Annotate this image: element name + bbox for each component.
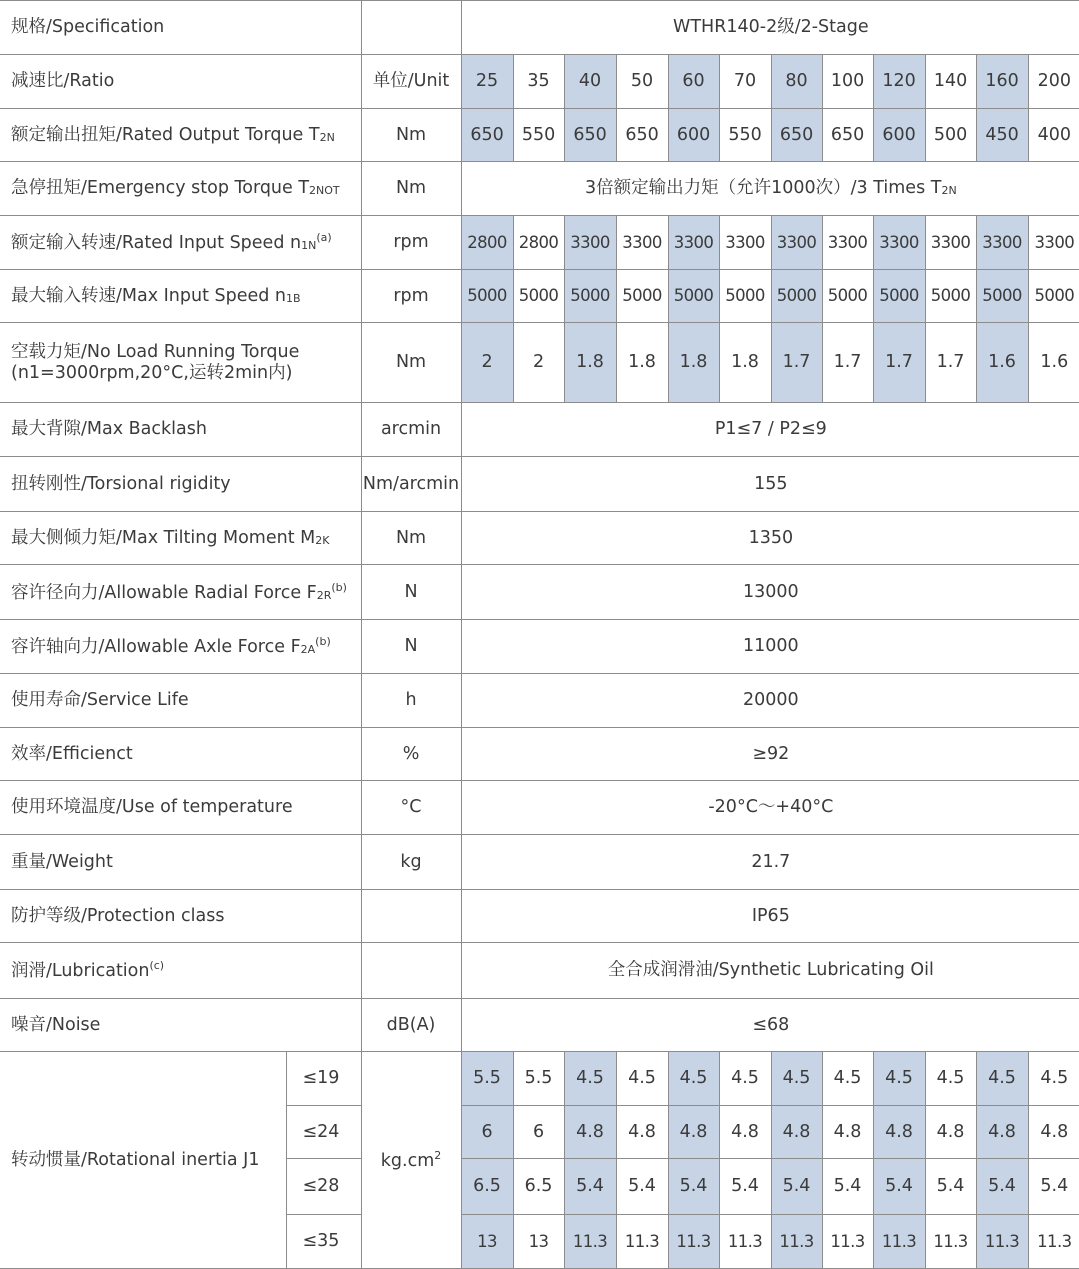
value-cell: 5.4 — [976, 1159, 1028, 1215]
tilting-moment-unit: Nm — [361, 512, 461, 565]
value-cell: 4.8 — [873, 1106, 925, 1159]
efficiency-value: ≥92 — [461, 728, 1079, 781]
inertia-unit — [361, 1052, 461, 1269]
protection-label — [0, 890, 361, 943]
shaft-range: ≤24 — [286, 1106, 361, 1159]
label-text: 额定输入转速/Rated Input Speed n — [11, 233, 302, 253]
value-cell: 160 — [976, 55, 1028, 109]
value-cell: 11.3 — [976, 1215, 1028, 1269]
torsional-rigidity-label — [0, 457, 361, 512]
value-cell: 3300 — [873, 216, 925, 270]
label-text: 润滑/Lubrication — [11, 961, 150, 981]
value-cell: 5.5 — [461, 1052, 513, 1106]
value-cell: 5.4 — [564, 1159, 616, 1215]
label-subscript: 2N — [319, 130, 335, 144]
value-cell: 5.4 — [719, 1159, 771, 1215]
rated-input-speed-unit: rpm — [361, 216, 461, 270]
value-cell: 550 — [513, 109, 564, 162]
backlash-label — [0, 403, 361, 457]
temperature-unit: °C — [361, 781, 461, 835]
label-text: 最大背隙/Max Backlash — [11, 419, 207, 439]
shaft-range: ≤35 — [286, 1215, 361, 1269]
temperature-row — [0, 781, 1079, 835]
value-cell: 1.7 — [873, 323, 925, 403]
rated-torque-label — [0, 109, 361, 162]
value-cell: 200 — [1028, 55, 1079, 109]
torsional-rigidity-value: 155 — [461, 457, 1079, 512]
value-cell: 3300 — [925, 216, 976, 270]
emergency-torque-value — [461, 162, 1079, 216]
value-cell: 600 — [668, 109, 719, 162]
lubrication-value: 全合成润滑油/Synthetic Lubricating Oil — [461, 943, 1079, 999]
value-cell: 1.6 — [976, 323, 1028, 403]
efficiency-row — [0, 728, 1079, 781]
value-cell: 11.3 — [925, 1215, 976, 1269]
value-cell: 40 — [564, 55, 616, 109]
value-cell: 25 — [461, 55, 513, 109]
value-cell: 5000 — [925, 270, 976, 323]
value-cell: 35 — [513, 55, 564, 109]
value-cell: 1.8 — [616, 323, 668, 403]
weight-row — [0, 835, 1079, 890]
value-cell: 4.8 — [719, 1106, 771, 1159]
value-cell: 3300 — [719, 216, 771, 270]
service-life-unit: h — [361, 674, 461, 728]
no-load-torque-label — [0, 323, 361, 403]
protection-unit — [361, 890, 461, 943]
no-load-torque-row — [0, 323, 1079, 403]
label-text: 额定输出扭矩/Rated Output Torque T — [11, 124, 320, 145]
value-cell: 5000 — [461, 270, 513, 323]
value-cell: 13 — [513, 1215, 564, 1269]
temperature-label — [0, 781, 361, 835]
value-cell: 4.8 — [822, 1106, 873, 1159]
value-cell: 4.5 — [822, 1052, 873, 1106]
label-text: 使用环境温度/Use of temperature — [11, 797, 293, 817]
label-text: 容许径向力/Allowable Radial Force F — [11, 582, 317, 603]
rated-input-speed-row — [0, 216, 1079, 270]
value-cell: 4.5 — [1028, 1052, 1079, 1106]
label-subscript: 1B — [286, 291, 301, 305]
label-text: 减速比/Ratio — [11, 71, 115, 91]
rated-torque-unit: Nm — [361, 109, 461, 162]
radial-force-row — [0, 565, 1079, 620]
label-text: 扭转刚性/Torsional rigidity — [11, 473, 231, 494]
value-cell: 4.5 — [925, 1052, 976, 1106]
value-cell: 500 — [925, 109, 976, 162]
rated-input-speed-label — [0, 216, 361, 270]
value-cell: 4.5 — [668, 1052, 719, 1106]
value-cell: 11.3 — [822, 1215, 873, 1269]
shaft-range: ≤28 — [286, 1159, 361, 1215]
value-cell: 11.3 — [873, 1215, 925, 1269]
service-life-row — [0, 674, 1079, 728]
backlash-unit: arcmin — [361, 403, 461, 457]
efficiency-unit: % — [361, 728, 461, 781]
value-cell: 50 — [616, 55, 668, 109]
shaft-range: ≤19 — [286, 1052, 361, 1106]
inertia-row — [0, 1052, 1079, 1106]
value-cell: 5000 — [564, 270, 616, 323]
value-cell: 3300 — [771, 216, 822, 270]
header-row — [0, 1, 1079, 55]
service-life-label — [0, 674, 361, 728]
value-cell: 5000 — [513, 270, 564, 323]
value-cell: 4.8 — [771, 1106, 822, 1159]
weight-unit: kg — [361, 835, 461, 890]
value-cell: 5.4 — [873, 1159, 925, 1215]
value-cell: 5.4 — [822, 1159, 873, 1215]
value-cell: 5.4 — [668, 1159, 719, 1215]
rated-torque-row — [0, 109, 1079, 162]
label-text: 最大侧倾力矩/Max Tilting Moment M — [11, 527, 316, 548]
label-subscript: 2R — [316, 588, 332, 602]
value-cell: 13 — [461, 1215, 513, 1269]
value-cell: 650 — [461, 109, 513, 162]
label-text: 急停扭矩/Emergency stop Torque T — [11, 178, 310, 198]
value-cell: 11.3 — [616, 1215, 668, 1269]
tilting-moment-row — [0, 512, 1079, 565]
backlash-row — [0, 403, 1079, 457]
tilting-moment-label — [0, 512, 361, 565]
value-cell: 550 — [719, 109, 771, 162]
value-cell: 4.5 — [771, 1052, 822, 1106]
value-cell: 4.8 — [564, 1106, 616, 1159]
value-cell: 650 — [564, 109, 616, 162]
axle-force-label — [0, 620, 361, 674]
value-cell: 4.8 — [668, 1106, 719, 1159]
radial-force-value: 13000 — [461, 565, 1079, 620]
value-cell: 5000 — [668, 270, 719, 323]
value-cell: 5.4 — [1028, 1159, 1079, 1215]
value-cell: 5.4 — [616, 1159, 668, 1215]
max-input-speed-label — [0, 270, 361, 323]
label-footnote: (a) — [316, 231, 332, 244]
emergency-torque-row — [0, 162, 1079, 216]
value-cell: 650 — [822, 109, 873, 162]
label-text: 容许轴向力/Allowable Axle Force F — [11, 637, 301, 657]
lubrication-unit — [361, 943, 461, 999]
value-cell: 2 — [513, 323, 564, 403]
value-cell: 5000 — [822, 270, 873, 323]
value-cell: 1.8 — [564, 323, 616, 403]
value-cell: 4.8 — [925, 1106, 976, 1159]
noise-unit: dB(A) — [361, 999, 461, 1052]
model-title: WTHR140-2级/2-Stage — [461, 1, 1079, 55]
value-cell: 4.5 — [616, 1052, 668, 1106]
inertia-label: 转动惯量/Rotational inertia J1 — [0, 1052, 286, 1269]
value-cell: 70 — [719, 55, 771, 109]
value-cell: 6.5 — [513, 1159, 564, 1215]
lubrication-label — [0, 943, 361, 999]
value-cell: 4.8 — [616, 1106, 668, 1159]
label-subscript: 1N — [301, 239, 317, 252]
torsional-rigidity-row — [0, 457, 1079, 512]
value-cell: 5000 — [1028, 270, 1079, 323]
value-cell: 5000 — [771, 270, 822, 323]
emergency-torque-unit: Nm — [361, 162, 461, 216]
ratio-unit: 单位/Unit — [361, 55, 461, 109]
value-cell: 1.8 — [668, 323, 719, 403]
value-cell: 2 — [461, 323, 513, 403]
value-cell: 2800 — [513, 216, 564, 270]
emergency-torque-label — [0, 162, 361, 216]
value-cell: 2800 — [461, 216, 513, 270]
specification-label: 规格/Specification — [0, 1, 361, 55]
torsional-rigidity-unit: Nm/arcmin — [361, 457, 461, 512]
noise-value: ≤68 — [461, 999, 1079, 1052]
value-cell: 650 — [616, 109, 668, 162]
value-cell: 4.5 — [719, 1052, 771, 1106]
value-cell: 5000 — [719, 270, 771, 323]
value-cell: 5.4 — [771, 1159, 822, 1215]
radial-force-unit: N — [361, 565, 461, 620]
ratio-row — [0, 55, 1079, 109]
radial-force-label — [0, 565, 361, 620]
protection-row — [0, 890, 1079, 943]
value-cell: 6.5 — [461, 1159, 513, 1215]
unit-text: kg.cm — [380, 1150, 435, 1171]
backlash-value: P1≤7 / P2≤9 — [461, 403, 1079, 457]
value-cell: 3300 — [1028, 216, 1079, 270]
value-cell: 140 — [925, 55, 976, 109]
value-cell: 1.8 — [719, 323, 771, 403]
axle-force-value: 11000 — [461, 620, 1079, 674]
label-subscript: 2A — [300, 643, 316, 656]
label-text: 效率/Efficienct — [11, 743, 133, 764]
value-cell: 3300 — [822, 216, 873, 270]
weight-value: 21.7 — [461, 835, 1079, 890]
ratio-label — [0, 55, 361, 109]
value-cell: 6 — [513, 1106, 564, 1159]
value-cell: 3300 — [616, 216, 668, 270]
value-cell: 450 — [976, 109, 1028, 162]
service-life-value: 20000 — [461, 674, 1079, 728]
value-cell: 5.5 — [513, 1052, 564, 1106]
value-cell: 3300 — [668, 216, 719, 270]
max-input-speed-row — [0, 270, 1079, 323]
value-cell: 5000 — [616, 270, 668, 323]
label-text: 噪音/Noise — [11, 1014, 101, 1035]
unit-superscript: 2 — [434, 1148, 442, 1162]
value-cell: 80 — [771, 55, 822, 109]
value-cell: 11.3 — [771, 1215, 822, 1269]
value-cell: 1.7 — [771, 323, 822, 403]
value-cell: 4.8 — [976, 1106, 1028, 1159]
value-cell: 4.8 — [1028, 1106, 1079, 1159]
label-text: 使用寿命/Service Life — [11, 690, 189, 710]
value-cell: 11.3 — [1028, 1215, 1079, 1269]
value-text: 3倍额定输出力矩（允许1000次）/3 Times T — [584, 178, 942, 198]
value-subscript: 2N — [941, 184, 957, 197]
label-line1: 空载力矩/No Load Running Torque — [11, 341, 300, 362]
header-unit — [361, 1, 461, 55]
axle-force-unit: N — [361, 620, 461, 674]
axle-force-row — [0, 620, 1079, 674]
temperature-value: -20°C～+40°C — [461, 781, 1079, 835]
value-cell: 120 — [873, 55, 925, 109]
weight-label — [0, 835, 361, 890]
label-line2: (n1=3000rpm,20°C,运转2min内) — [11, 362, 293, 383]
value-cell: 11.3 — [668, 1215, 719, 1269]
value-cell: 5000 — [976, 270, 1028, 323]
value-cell: 11.3 — [564, 1215, 616, 1269]
value-cell: 3300 — [564, 216, 616, 270]
no-load-torque-unit: Nm — [361, 323, 461, 403]
value-cell: 3300 — [976, 216, 1028, 270]
value-cell: 1.7 — [822, 323, 873, 403]
value-cell: 650 — [771, 109, 822, 162]
label-text: 最大输入转速/Max Input Speed n — [11, 285, 287, 306]
value-cell: 4.5 — [873, 1052, 925, 1106]
max-input-speed-unit: rpm — [361, 270, 461, 323]
noise-row — [0, 999, 1079, 1052]
value-cell: 100 — [822, 55, 873, 109]
value-cell: 6 — [461, 1106, 513, 1159]
label-footnote: (b) — [315, 635, 331, 648]
protection-value: IP65 — [461, 890, 1079, 943]
tilting-moment-value: 1350 — [461, 512, 1079, 565]
label-footnote: (b) — [331, 580, 347, 594]
value-cell: 11.3 — [719, 1215, 771, 1269]
value-cell: 5.4 — [925, 1159, 976, 1215]
value-cell: 1.7 — [925, 323, 976, 403]
efficiency-label — [0, 728, 361, 781]
value-cell: 4.5 — [976, 1052, 1028, 1106]
label-subscript: 2NOT — [309, 184, 340, 197]
value-cell: 1.6 — [1028, 323, 1079, 403]
value-cell: 5000 — [873, 270, 925, 323]
label-footnote: (c) — [149, 959, 165, 972]
value-cell: 600 — [873, 109, 925, 162]
label-subscript: 2K — [315, 533, 330, 547]
label-text: 重量/Weight — [11, 851, 113, 872]
value-cell: 4.5 — [564, 1052, 616, 1106]
noise-label — [0, 999, 361, 1052]
label-text: 防护等级/Protection class — [11, 905, 225, 926]
lubrication-row — [0, 943, 1079, 999]
value-cell: 400 — [1028, 109, 1079, 162]
value-cell: 60 — [668, 55, 719, 109]
